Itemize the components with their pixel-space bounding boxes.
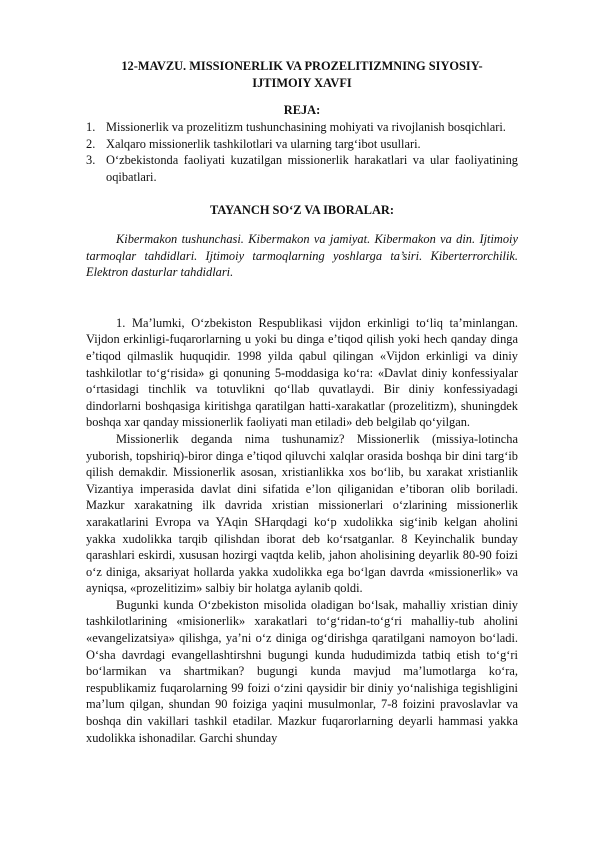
- plan-heading: REJA:: [283, 103, 321, 117]
- page-title-line-1: 12-MAVZU. MISSIONERLIK VA PROZELITIZMNING SIYOSIY-: [121, 59, 483, 73]
- keywords-text: Kibermakon tushunchasi. Kibermakon va jamiyat. Kibermakon va din. Ijtimoiy tarmoqlar tahdidlari. Ijtimoiy tarmoqlarning yoshlarga ta’siri. Kiberterrorchilik. Elektron dasturlar tahdidlari.: [86, 232, 518, 280]
- page-title-line-2: IJTIMOIY XAVFI: [252, 76, 352, 90]
- page-title: [86, 58, 518, 92]
- body-paragraph: Bugunki kunda O‘zbekiston misolida oladigan bo‘lsak, mahalliy xristian diniy tashkilotlarining «misionerlik» xarakatlari to‘g‘ridan-to‘g‘ri mahalliy-tub aholini «evangelizatsiya» qilishga, ya’ni o‘z diniga og‘dirishga qaratilgani namoyon bo‘ladi. O‘sha davrdagi evangellashtirshni bugungi kunda hududimizda tatbiq etish to‘g‘ri bo‘larmikan va shartmikan? bugungi kunda mavjud ma’lumotlarga ko‘ra, respublikamiz fuqarolarning 99 foizi o‘zini qaysidir bir diniy yo‘nalishiga tegishligini ma’lum qilgan, shundan 90 foiziga yaqini musulmonlar, 7-8 foizini pravoslavlar va boshqa din vakillari tashkil etadilar. Mazkur fuqarorlarning deyarli hammasi yakka xudolikka ishonadilar. Garchi shunday: [86, 597, 518, 745]
- plan-item-text: Missionerlik va prozelitizm tushunchasining mohiyati va rivojlanish bosqichlari.: [106, 120, 506, 134]
- plan-item-number: 3.: [86, 153, 96, 167]
- keywords-heading: TAYANCH SO‘Z VA IBORALAR:: [210, 203, 394, 217]
- plan-item-text: O‘zbekistonda faoliyati kuzatilgan missionerlik harakatlari va ular faoliyatining oqibatlari.: [106, 153, 518, 184]
- plan-item-number: 1.: [86, 120, 96, 134]
- plan-item-text: Xalqaro missionerlik tashkilotlari va ularning targ‘ibot usullari.: [106, 136, 421, 151]
- plan-item: [86, 136, 518, 153]
- plan-item: [86, 119, 518, 136]
- body-paragraph: Missionerlik deganda nima tushunamiz? Missionerlik (missiya-lotincha yuborish, topshiriq)-biror dinga e’tiqod qiluvchi xalqlar orasida boshqa bir dini targ‘ib qilish demakdir. Missionerlik asosan, xristianlikka xos bo‘lib, bu xarakat xristianlik Vizantiya imperasida davlat dini sifatida e’lon qiliganidan e’tiboran olib boriladi. Mazkur xarakatning ilk davrida xristian missionerlari o‘zlarining missionerlik xarakatlarini Evropa va YAqin SHarqdagi ko‘p xudolikka sig‘inib kelgan aholini yakka xudolikka tarqib qilishdan iborat deb ko‘rsatganlar. 8 Keyinchalik bunday qarashlari eskirdi, xususan hozirgi vaqtda kelib, jahon aholisining deyarlik 80-90 foizi o‘z diniga, aksariyat hollarda yakka xudolikka ega bo‘lgan davrda «missionerlik» va ayniqsa, «prozelitizim» salbiy bir holatga aylanib qoldi.: [86, 431, 518, 596]
- plan-item: [86, 152, 518, 185]
- body-paragraph: 1. Ma’lumki, O‘zbekiston Respublikasi vijdon erkinligi to‘liq ta’minlangan. Vijdon erkinligi-fuqarorlarning u yoki bu dinga e’tiqod qilish yoki hech qanday dinga e’tiqod qilmaslik huquqidir. 1998 yilda qabul qilingan «Vijdon erkinligi va diniy tashkilotlar to‘g‘risida» gi qonuning 5-moddasiga ko‘ra: «Davlat diniy konfessiyalar o‘rtasidagi tinchlik va totuvlikni qo‘llab quvatlaydi. Bir diniy konfessiyadagi dindorlarni boshqasiga kiritishga qaratilgan hatti-xarakatlar (prozelitizm), shuningdek boshqa xar qanday missionerlik faoliyati man etiladi» deb belgilab qo‘yilgan.: [86, 315, 518, 430]
- document-page: [86, 58, 518, 746]
- plan-item-number: 2.: [86, 136, 96, 151]
- plan-list: [86, 119, 518, 185]
